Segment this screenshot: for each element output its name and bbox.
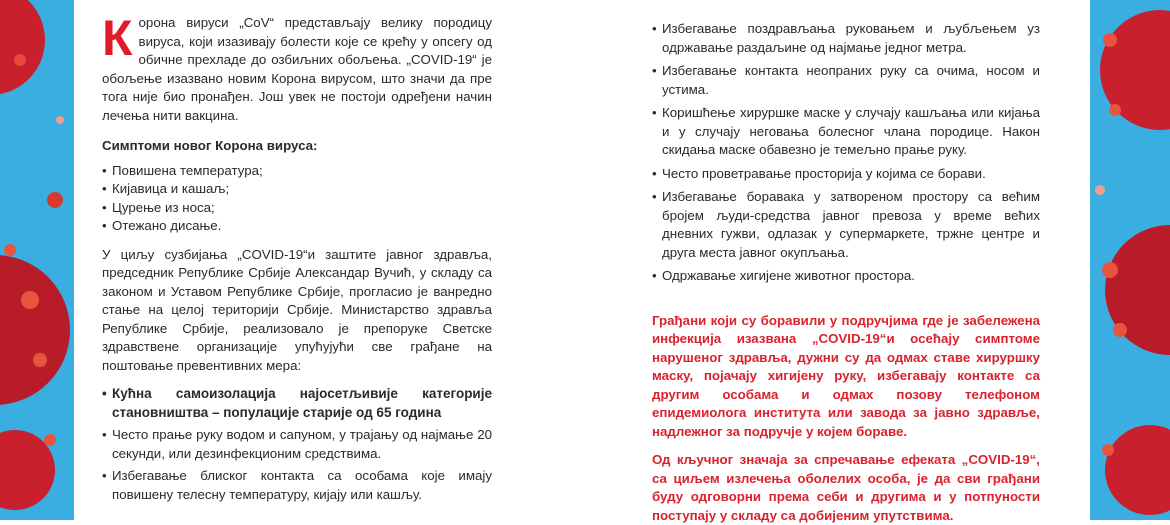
intro-text: орона вируси „CoV“ представљају велику породицу вируса, који изазивају болести које се крећу у опсегу од обичне прехладе до озбиљних обољења. „COVID-19“ је обољење изазвано новим Корона вирусом, што значи да пре тога није био пронађен. Још увек не постоји одређени начин лечења нити вакцина.	[102, 15, 492, 123]
list-item: • Избегавање блиског контакта са особама које имају повишену телесну температуру, кијају или кашљу.	[102, 467, 492, 504]
list-item: • Избегавање боравака у затвореном простору са већим бројем људи-средства јавног превоза у време већих дневних гужви, одлазак у супермаркете, тржне центре и друга места јавног окупљања.	[652, 188, 1040, 262]
measures-list-left	[102, 385, 492, 504]
symptoms-list	[102, 162, 492, 236]
list-item: • Отежано дисање.	[102, 217, 492, 236]
list-item: • Коришћење хируршке маске у случају кашљања или кијања и у случају неговања болесног члана породице. Након скидања маске обавезно је темељно прање руку.	[652, 104, 1040, 160]
key-importance-paragraph: Од кључног значаја за спречавање ефеката „COVID-19“, са циљем излечења оболелих особа, је да сви грађани буду одговорни према себи и другима и у потпуности поступају у складу са добијеним упутствима.	[652, 452, 1040, 523]
list-item: • Кућна самоизолација најосетљивије категорије становништва – популације старије од 65 година	[102, 385, 492, 422]
warning-paragraph: Грађани који су боравили у подручјима где је забележена инфекција изазвана „COVID-19“и осећају симптоме нарушеног здравља, дужни су да одмах ставе хируршку маску, појачају хигијену руку, избегавају контакте са другим особама и одмах позову телефоном епидемиолога института или завода за јавно здравље, надлежног за подручје у којем бораве.	[652, 312, 1040, 439]
drop-cap-letter: К	[102, 10, 133, 66]
left-virus-illustration	[0, 0, 74, 520]
symptoms-heading: Симптоми новог Корона вируса:	[102, 138, 318, 153]
list-item: • Често проветравање просторија у којима се борави.	[652, 165, 1040, 184]
measures-intro-paragraph: У циљу сузбијања „COVID-19“и заштите јавног здравља, председник Републике Србије Александар Вучић, у складу са законом и Уставом Републике Србије, прогласио је ванредно стање на целој територији Србије. Министарство здравља Републике Србије, реализовало је препоруке Светске здравствене организације упућујући све грађане на поштовање превентивних мера:	[102, 246, 492, 373]
right-text-column	[652, 0, 1040, 525]
list-item: • Избегавање контакта неопраних руку са очима, носом и устима.	[652, 62, 1040, 99]
intro-paragraph	[102, 0, 492, 125]
left-text-column	[102, 0, 492, 508]
list-item: • Цурење из носа;	[102, 199, 492, 218]
measures-list-right	[652, 20, 1040, 286]
list-item: • Одржавање хигијене животног простора.	[652, 267, 1040, 286]
list-item: • Избегавање поздрављања руковањем и љубљењем уз одржавање раздаљине од најмање једног метра.	[652, 20, 1040, 57]
right-virus-illustration	[1090, 0, 1170, 520]
list-item: • Често прање руку водом и сапуном, у трајању од најмање 20 секунди, или дезинфекционим средствима.	[102, 426, 492, 463]
list-item: • Кијавица и кашаљ;	[102, 180, 492, 199]
list-item: • Повишена температура;	[102, 162, 492, 181]
